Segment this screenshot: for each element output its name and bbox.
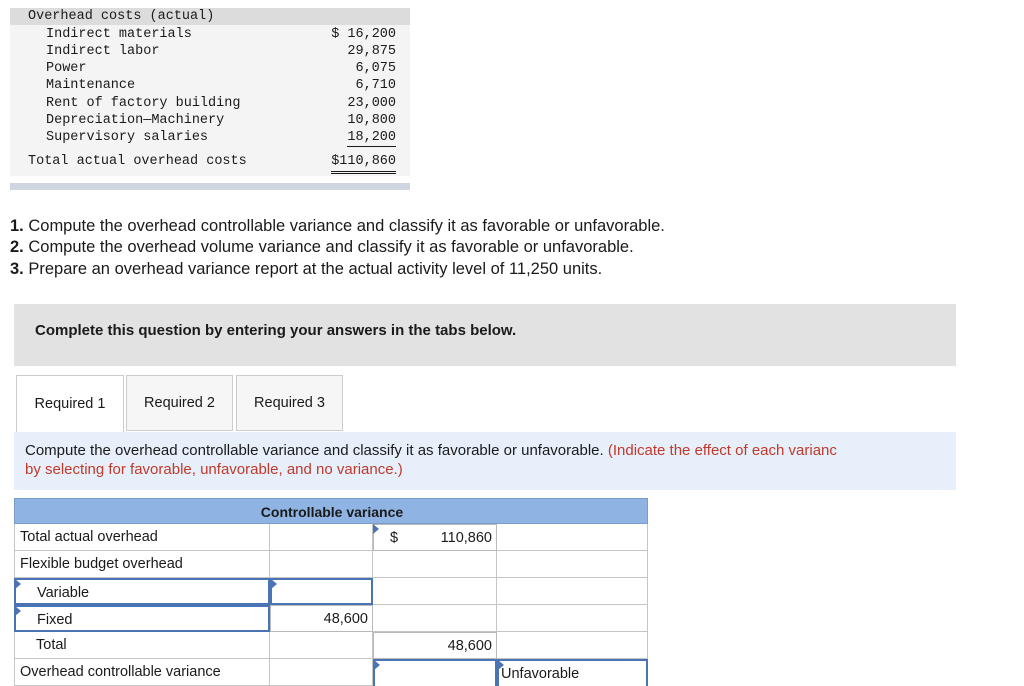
empty-cell	[497, 605, 648, 632]
empty-cell	[373, 551, 497, 578]
table-row	[14, 659, 648, 686]
question-text: Compute the overhead controllable variance and classify it as favorable or unfavorable.	[23, 217, 665, 235]
cost-value: 29,875	[347, 43, 396, 59]
row-label-cell	[14, 524, 270, 551]
table-header-text: Controllable variance	[260, 504, 404, 520]
row-label: Fixed	[37, 612, 73, 628]
cost-row	[10, 43, 410, 60]
total-cost-row	[10, 153, 410, 170]
input-marker-icon	[373, 524, 379, 534]
cost-row	[10, 112, 410, 129]
row-label-cell	[14, 632, 270, 659]
input-marker-icon	[15, 579, 21, 589]
prompt-main-text: Compute the overhead controllable variance and classify it as favorable or unfavorable.	[25, 442, 604, 459]
question-number: 2.	[10, 238, 24, 257]
question-number: 1.	[10, 217, 24, 235]
prompt-box	[14, 432, 956, 490]
cost-row	[10, 26, 410, 43]
cost-value: 6,075	[355, 61, 396, 76]
controllable-variance-table	[14, 498, 648, 684]
row-label: Total actual overhead	[20, 529, 158, 545]
instruction-text: Complete this question by entering your answers in the tabs below.	[35, 322, 517, 339]
cost-label: Indirect materials	[46, 26, 192, 42]
empty-cell	[270, 632, 373, 659]
total-flexible-input[interactable]	[373, 632, 497, 659]
table-row	[14, 605, 648, 632]
cost-label: Indirect labor	[46, 43, 160, 59]
empty-cell	[497, 632, 648, 659]
table-header	[14, 498, 648, 524]
empty-cell	[497, 578, 648, 605]
cost-label: Supervisory salaries	[46, 130, 209, 145]
input-value: 48,600	[323, 611, 368, 627]
empty-cell	[497, 551, 648, 578]
empty-cell	[270, 659, 373, 686]
input-marker-icon	[15, 606, 21, 616]
row-label: Variable	[37, 585, 90, 601]
table-row	[14, 551, 648, 578]
cost-row	[10, 77, 410, 94]
tab-required-2[interactable]: Required 2	[126, 375, 233, 431]
prompt-note-line-1: (Indicate the effect of each varianc	[607, 442, 837, 459]
question-item	[10, 237, 665, 258]
cost-row	[10, 60, 410, 77]
cost-row	[10, 95, 410, 112]
instruction-box	[14, 304, 956, 366]
table-row	[14, 524, 648, 551]
overhead-costs-panel	[10, 8, 410, 176]
question-list	[10, 216, 665, 280]
fixed-label-select[interactable]	[14, 605, 270, 632]
cost-label: Maintenance	[46, 78, 136, 94]
input-marker-icon	[374, 660, 380, 670]
row-label: Overhead controllable variance	[20, 664, 221, 680]
question-number: 3.	[10, 259, 24, 278]
row-label: Total	[36, 637, 67, 653]
variable-label-select[interactable]	[14, 578, 270, 605]
total-cost-label: Total actual overhead costs	[28, 153, 247, 169]
controllable-variance-input[interactable]	[373, 659, 497, 686]
empty-cell	[373, 578, 497, 605]
tab-required-3[interactable]: Required 3	[236, 375, 343, 431]
question-text: Prepare an overhead variance report at the actual activity level of 11,250 units.	[23, 259, 603, 278]
cost-label: Rent of factory building	[46, 95, 241, 111]
classification-value: Unfavorable	[501, 666, 580, 682]
row-label-cell	[14, 659, 270, 686]
overhead-costs-title: Overhead costs (actual)	[28, 9, 215, 24]
cost-label: Depreciation—Machinery	[46, 112, 225, 128]
cost-value: 23,000	[347, 95, 396, 111]
variable-amount-input[interactable]	[270, 578, 373, 605]
table-row	[14, 578, 648, 605]
overhead-costs-footer-bar	[10, 183, 410, 190]
question-text: Compute the overhead volume variance and classify it as favorable or unfavorable.	[23, 238, 634, 257]
total-actual-overhead-input[interactable]	[373, 524, 497, 551]
input-value: 48,600	[447, 638, 492, 654]
table-row	[14, 632, 648, 659]
cost-value: $ 16,200	[331, 26, 396, 42]
empty-cell	[373, 605, 497, 632]
cost-row	[10, 129, 410, 146]
cost-value: 6,710	[355, 78, 396, 94]
prompt-note-line-2: by selecting for favorable, unfavorable, and no variance.)	[25, 460, 403, 478]
question-item	[10, 216, 665, 237]
row-label-cell	[14, 551, 270, 578]
total-cost-value: $110,860	[331, 153, 396, 174]
tab-required-1[interactable]: Required 1	[16, 375, 124, 432]
prompt-text	[25, 442, 960, 479]
question-item	[10, 259, 665, 280]
empty-cell	[270, 551, 373, 578]
fixed-amount-input[interactable]	[270, 605, 373, 632]
row-label: Flexible budget overhead	[20, 556, 183, 572]
input-value: 110,860	[440, 530, 492, 546]
dollar-sign: $	[390, 530, 399, 546]
cost-value: 18,200	[347, 129, 396, 147]
cost-label: Power	[46, 61, 87, 76]
empty-cell	[497, 524, 648, 551]
cost-value: 10,800	[347, 112, 396, 128]
empty-cell	[270, 524, 373, 551]
variance-classification-select[interactable]	[497, 659, 648, 686]
input-marker-icon	[271, 579, 277, 589]
